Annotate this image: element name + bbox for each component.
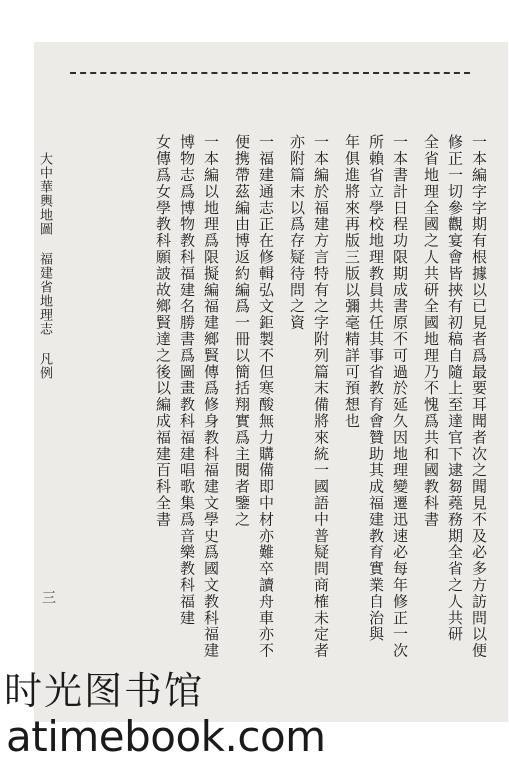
text-column-8: 亦附篇末以爲存疑待問之資 bbox=[288, 134, 306, 331]
watermark-url: atimebook.com bbox=[6, 712, 326, 761]
top-dashed-rule bbox=[70, 72, 470, 74]
text-column-5: 所賴省立學校地理教員共任其事省教育會贊助其成福建教育實業自治與 bbox=[367, 134, 385, 643]
running-header: 大中華輿地圖 福建省地理志 凡例 bbox=[37, 152, 52, 380]
text-column-1: 一本編字字期有根據以已見者爲最要耳聞者次之聞見不及必多方訪問以便 bbox=[470, 134, 488, 659]
book-page bbox=[34, 42, 508, 722]
page-number: 三 bbox=[40, 590, 56, 604]
text-column-9: 一福建通志正在修輯弘文鉅製不但寒酸無力購備即中材亦難卒讀舟車亦不 bbox=[257, 134, 275, 659]
text-column-3: 全省地理全國之人共研全國地理乃不愧爲共和國教科書 bbox=[422, 134, 440, 528]
text-column-4: 一本書計日程功限期成書原不可過於延久因地理變遷迅速必每年修正一次 bbox=[391, 134, 409, 659]
text-column-7: 一本編於福建方言特有之字附列篇末備將來統一國語中普疑問商榷未定者 bbox=[312, 134, 330, 659]
text-column-10: 便携帶茲編由博返約編爲一冊以簡括翔實爲主閱者鑒之 bbox=[233, 134, 251, 528]
text-column-11: 一本編以地理爲限擬編福建鄉賢傳爲修身教科福建文學史爲國文教科福建 bbox=[202, 134, 220, 659]
text-column-13: 女傳爲女學教科願詖故鄉賢達之後以編成福建百科全書 bbox=[154, 134, 172, 528]
text-column-6: 年俱進將來再版三版以彌毫精詳可預想也 bbox=[343, 134, 361, 430]
text-column-2: 修正一切參觀宴會皆挾有初稿自隨上至達官下逮芻蕘務期全省之人共研 bbox=[446, 134, 464, 643]
text-column-12: 博物志爲博物教科福建名勝書爲圖畫教科福建唱歌集爲音樂教科福建 bbox=[178, 134, 196, 626]
watermark-chinese: 时光图书馆 bbox=[4, 669, 205, 713]
